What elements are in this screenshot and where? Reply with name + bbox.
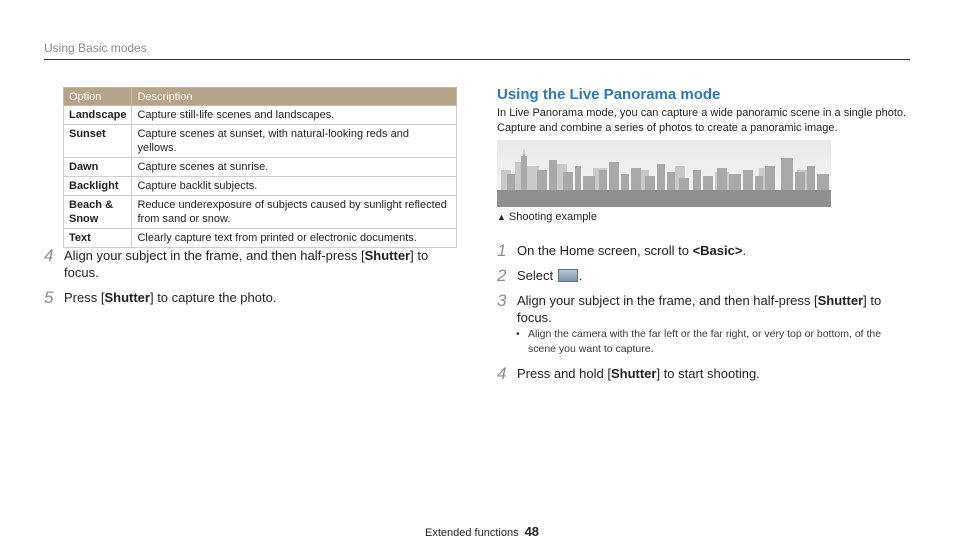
step-text-part: . xyxy=(578,268,583,283)
table-row xyxy=(64,229,457,248)
step-text xyxy=(517,242,746,259)
note-text: Align the camera with the far left or the far right, or very top or bottom, of the scene you want to capture. xyxy=(528,328,882,355)
live-panorama-mode-icon xyxy=(558,269,578,282)
table-row xyxy=(64,106,457,125)
option-cell: Backlight xyxy=(64,177,132,196)
description-cell: Capture backlit subjects. xyxy=(132,177,457,196)
left-step-4 xyxy=(44,247,444,281)
column-header-option: Option xyxy=(64,88,132,106)
option-cell: Dawn xyxy=(64,158,132,177)
table-row xyxy=(64,125,457,158)
caption-text: Shooting example xyxy=(508,211,597,223)
panorama-example-image xyxy=(497,140,831,207)
page-footer xyxy=(425,524,539,539)
step-text xyxy=(64,247,444,281)
description-cell: Clearly capture text from printed or electronic documents. xyxy=(132,229,457,248)
step-text-part: ] to focus. xyxy=(517,293,882,325)
key-name: Shutter xyxy=(104,290,150,305)
description-cell: Capture still-life scenes and landscapes. xyxy=(132,106,457,125)
step-text-part: Select xyxy=(517,268,557,283)
step-3-note xyxy=(516,327,912,357)
step-text-part: On the Home screen, scroll to xyxy=(517,243,693,258)
option-cell: Sunset xyxy=(64,125,132,158)
option-cell: Beach & Snow xyxy=(64,196,132,229)
key-name: Shutter xyxy=(817,293,864,308)
options-table xyxy=(63,87,457,248)
step-text-part: Align your subject in the frame, and then half-press [ xyxy=(517,293,818,308)
step-text-part: Press [ xyxy=(64,290,105,305)
key-name: Shutter xyxy=(610,366,657,381)
step-text-part: . xyxy=(742,243,747,258)
left-step-5 xyxy=(44,289,444,306)
step-number: 5 xyxy=(44,288,54,307)
bullet-icon: • xyxy=(516,328,520,340)
option-cell: Landscape xyxy=(64,106,132,125)
option-cell: Text xyxy=(64,229,132,248)
step-number: 4 xyxy=(497,364,507,383)
step-text-part: ] to start shooting. xyxy=(656,366,760,381)
image-caption xyxy=(497,211,597,223)
step-text xyxy=(64,289,276,306)
step-text-part: Align your subject in the frame, and then half-press [ xyxy=(64,248,365,263)
step-text xyxy=(517,267,582,284)
table-row xyxy=(64,158,457,177)
right-step-2 xyxy=(497,267,907,284)
right-step-3 xyxy=(497,292,907,326)
caption-triangle-icon: ▲ xyxy=(497,212,506,222)
running-header: Using Basic modes xyxy=(44,41,147,55)
table-header-row xyxy=(64,88,457,106)
menu-name: <Basic> xyxy=(692,243,743,258)
description-cell: Reduce underexposure of subjects caused by sunlight reflected from sand or snow. xyxy=(132,196,457,229)
step-text-part: Press and hold [ xyxy=(517,366,611,381)
table-row xyxy=(64,196,457,229)
step-text-part: ] to capture the photo. xyxy=(149,290,277,305)
description-cell: Capture scenes at sunrise. xyxy=(132,158,457,177)
step-text xyxy=(517,365,760,382)
table-row xyxy=(64,177,457,196)
step-number: 3 xyxy=(497,291,507,310)
step-number: 2 xyxy=(497,266,507,285)
right-step-1 xyxy=(497,242,907,259)
description-cell: Capture scenes at sunset, with natural-looking reds and yellows. xyxy=(132,125,457,158)
header-rule xyxy=(44,59,910,60)
right-step-4 xyxy=(497,365,907,382)
section-title: Using the Live Panorama mode xyxy=(497,86,721,103)
column-header-description: Description xyxy=(132,88,457,106)
key-name: Shutter xyxy=(364,248,411,263)
city-skyline-image xyxy=(497,140,831,207)
footer-label: Extended functions xyxy=(425,527,519,539)
step-text-part: ] to focus. xyxy=(64,248,429,280)
step-text xyxy=(517,292,907,326)
intro-paragraph: In Live Panorama mode, you can capture a wide panoramic scene in a single photo. Capture and combine a series of photos to create a panoramic image. xyxy=(497,107,907,134)
page-number: 48 xyxy=(524,524,540,539)
step-number: 1 xyxy=(497,241,507,260)
step-number: 4 xyxy=(44,246,54,265)
